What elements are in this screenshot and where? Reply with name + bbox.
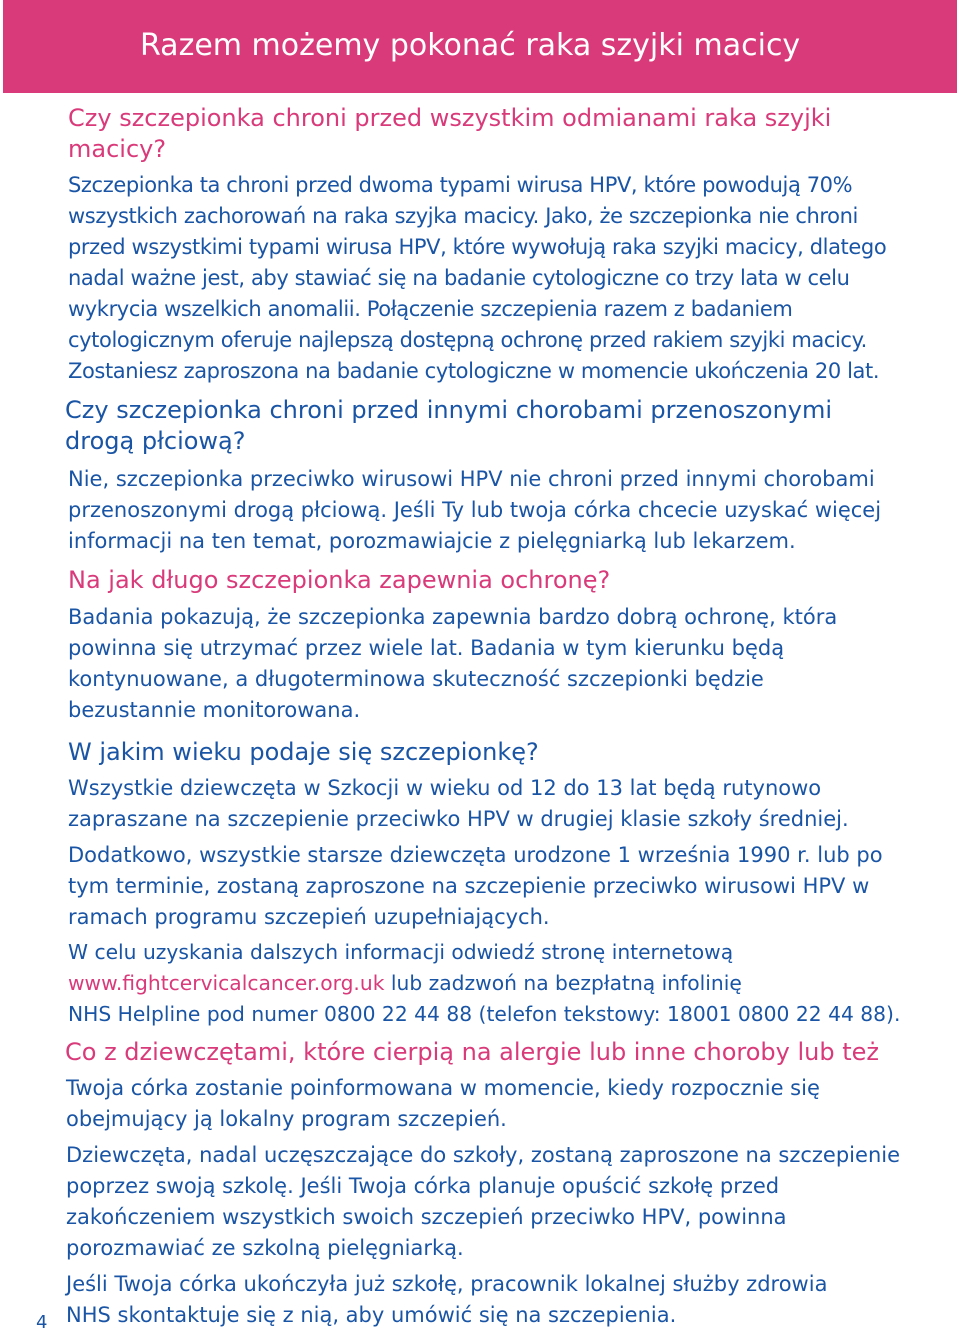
heading-line: macicy? <box>68 135 167 163</box>
body-line: Dodatkowo, wszystkie starsze dziewczęta urodzone 1 września 1990 r. lub po <box>68 843 883 867</box>
body-line <box>68 201 886 232</box>
body-line: porozmawiać ze szkolną pielęgniarką. <box>66 1236 464 1260</box>
body-line: zakończeniem wszystkich swoich szczepień przeciwko HPV, powinna <box>66 1205 787 1229</box>
body-line: przed wszystkimi typami wirusa HPV, które wywołują raka szyjki macicy, dlatego <box>68 235 887 259</box>
heading-line: Czy szczepionka chroni przed wszystkim odmianami raka szyjki <box>68 104 832 132</box>
body-line: Szczepionka ta chroni przed dwoma typami wirusa HPV, które powodują 70% <box>68 173 853 197</box>
section-body-age-p2 <box>68 840 883 933</box>
body-line: bezustannie monitorowana. <box>68 698 361 722</box>
body-line: Nie, szczepionka przeciwko wirusowi HPV nie chroni przed innymi chorobami <box>68 467 875 491</box>
body-line: tym terminie, zostaną zaproszone na szczepienie przeciwko wirusowi HPV w <box>68 874 870 898</box>
body-line <box>68 968 900 999</box>
section-body-allergies-p1 <box>66 1073 820 1135</box>
body-line: wykrycia wszelkich anomalii. Połączenie szczepienia razem z badaniem <box>68 297 793 321</box>
section-body-age-p1 <box>68 773 849 835</box>
body-line: W celu uzyskania dalszych informacji odwiedź stronę internetową <box>68 940 734 964</box>
body-line: Twoja córka zostanie poinformowana w momencie, kiedy rozpocznie się <box>66 1076 820 1100</box>
body-line: poprzez swoją szkolę. Jeśli Twoja córka planuje opuścić szkołę przed <box>66 1174 780 1198</box>
body-line: Jeśli Twoja córka ukończyła już szkołę, pracownik lokalnej służby zdrowia <box>66 1272 828 1296</box>
section-heading-allergies <box>65 1037 879 1068</box>
section-body-age-p3 <box>68 937 900 1030</box>
lead-tail-text: Jako, że szczepionka nie chroni <box>538 204 858 228</box>
page-header-band <box>3 0 957 93</box>
body-line: kontynuowane, a długoterminowa skuteczność szczepionki będzie <box>68 667 764 691</box>
body-line: nadal ważne jest, aby stawiać się na badanie cytologiczne co trzy lata w celu <box>68 266 850 290</box>
page-header-title: Razem możemy pokonać raka szyjki macicy <box>140 28 801 63</box>
body-line: zapraszane na szczepienie przeciwko HPV w drugiej klasie szkoły średniej. <box>68 807 849 831</box>
body-line: powinna się utrzymać przez wiele lat. Badania w tym kierunku będą <box>68 636 785 660</box>
website-link[interactable]: www.fightcervicalcancer.org.uk <box>68 971 385 995</box>
body-line: przenoszonymi drogą płciową. Jeśli Ty lub twoja córka chcecie uzyskać więcej <box>68 498 882 522</box>
section-body-allergies-p3 <box>66 1269 827 1331</box>
heading-line: drogą płciową? <box>65 427 246 455</box>
section-heading-age <box>68 737 539 768</box>
heading-line: W jakim wieku podaje się szczepionkę? <box>68 738 539 766</box>
section-body-protection <box>68 602 837 726</box>
body-text: lub zadzwoń na bezpłatną infolinię <box>384 971 742 995</box>
heading-line: Co z dziewczętami, które cierpią na alergie lub inne choroby lub też <box>65 1038 879 1066</box>
helpline-line: NHS Helpline pod numer 0800 22 44 88 (telefon tekstowy: 18001 0800 22 44 88). <box>68 1002 901 1026</box>
section-heading-protection <box>68 565 610 596</box>
section-body-std <box>68 464 881 557</box>
body-line: Badania pokazują, że szczepionka zapewnia bardzo dobrą ochronę, która <box>68 605 838 629</box>
section-body-variants <box>68 170 886 387</box>
body-line: informacji na ten temat, porozmawiajcie z pielęgniarką lub lekarzem. <box>68 529 796 553</box>
body-line: NHS skontaktuje się z nią, aby umówić się na szczepienia. <box>66 1303 677 1327</box>
section-heading-variants <box>68 103 831 165</box>
heading-line: Na jak długo szczepionka zapewnia ochronę? <box>68 566 611 594</box>
body-line: Wszystkie dziewczęta w Szkocji w wieku od 12 do 13 lat będą rutynowo <box>68 776 822 800</box>
section-body-allergies-p2 <box>66 1140 900 1264</box>
lead-text: wszystkich zachorowań na raka szyjka macicy. <box>68 204 539 228</box>
body-line: Zostaniesz zaproszona na badanie cytologiczne w momencie ukończenia 20 lat. <box>68 359 880 383</box>
heading-line: Czy szczepionka chroni przed innymi chorobami przenoszonymi <box>65 396 833 424</box>
page-number: 4 <box>36 1312 48 1333</box>
section-heading-std <box>65 395 832 457</box>
body-line: obejmujący ją lokalny program szczepień. <box>66 1107 507 1131</box>
body-line: ramach programu szczepień uzupełniających. <box>68 905 550 929</box>
body-line: Dziewczęta, nadal uczęszczające do szkoły, zostaną zaproszone na szczepienie <box>66 1143 901 1167</box>
body-line: cytologicznym oferuje najlepszą dostępną ochronę przed rakiem szyjki macicy. <box>68 328 867 352</box>
